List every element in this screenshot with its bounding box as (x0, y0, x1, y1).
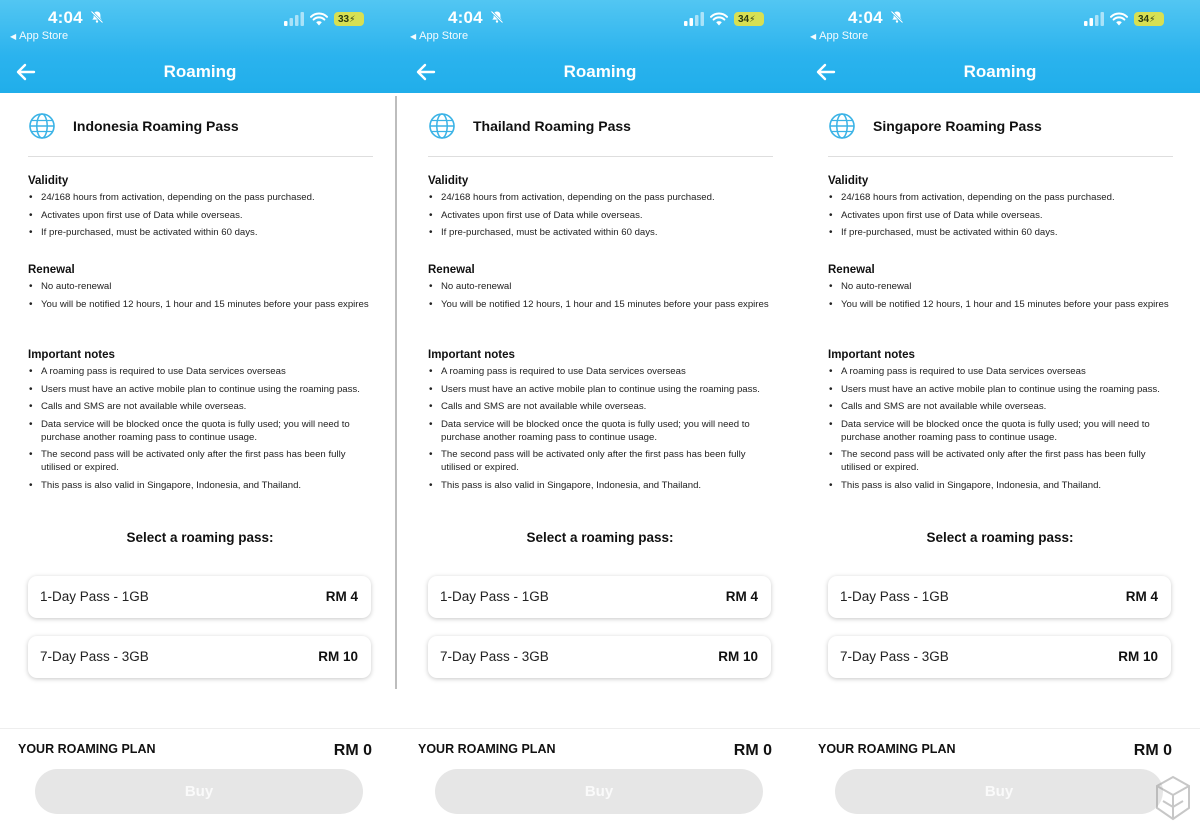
validity-heading: Validity (28, 175, 69, 187)
important-notes-heading: Important notes (28, 349, 115, 361)
list-item: • You will be notified 12 hours, 1 hour and 15 minutes before your pass expires (428, 298, 773, 311)
list-item: • This pass is also valid in Singapore, Indonesia, and Thailand. (828, 479, 1173, 492)
pass-option-label: 7-Day Pass - 3GB (840, 649, 949, 664)
wifi-icon (310, 12, 328, 26)
roaming-plan-label: YOUR ROAMING PLAN (818, 742, 956, 756)
list-item: • Calls and SMS are not available while overseas. (28, 400, 373, 413)
app-store-label: App Store (819, 30, 869, 42)
list-item: • A roaming pass is required to use Data services overseas (28, 365, 373, 378)
pass-option-label: 1-Day Pass - 1GB (40, 589, 149, 604)
list-item: • This pass is also valid in Singapore, Indonesia, and Thailand. (28, 479, 373, 492)
list-item: • Calls and SMS are not available while overseas. (428, 400, 773, 413)
list-item: • The second pass will be activated only after the first pass has been fully utilised or expired. (428, 448, 773, 474)
battery-charging-icon: 34⚡ (734, 12, 764, 26)
buy-button[interactable]: Buy (835, 769, 1163, 814)
plan-footer (400, 728, 800, 829)
list-item: • 24/168 hours from activation, depending on the pass purchased. (828, 191, 1173, 204)
list-item: • A roaming pass is required to use Data services overseas (428, 365, 773, 378)
list-item: • You will be notified 12 hours, 1 hour and 15 minutes before your pass expires (828, 298, 1173, 311)
pass-option-1-day[interactable] (828, 576, 1171, 618)
list-item: • A roaming pass is required to use Data services overseas (828, 365, 1173, 378)
roaming-screen-thailand (400, 0, 800, 829)
list-item: • This pass is also valid in Singapore, Indonesia, and Thailand. (428, 479, 773, 492)
wifi-icon (1110, 12, 1128, 26)
pass-option-7-day[interactable] (428, 636, 771, 678)
plan-footer (800, 728, 1200, 829)
renewal-section (428, 264, 773, 315)
renewal-section (28, 264, 373, 315)
list-item: • The second pass will be activated only after the first pass has been fully utilised or expired. (28, 448, 373, 474)
pass-option-label: 7-Day Pass - 3GB (40, 649, 149, 664)
bell-slash-icon (90, 10, 104, 24)
validity-section (28, 175, 373, 244)
pass-title: Thailand Roaming Pass (473, 118, 631, 134)
validity-section (828, 175, 1173, 244)
list-item: • Data service will be blocked once the quota is fully used; you will need to purchase another roaming pass to continue usage. (828, 418, 1173, 444)
battery-charging-icon: 33⚡ (334, 12, 364, 26)
pass-option-price: RM 10 (718, 649, 758, 664)
list-item: • Users must have an active mobile plan to continue using the roaming pass. (828, 383, 1173, 396)
roaming-screen-indonesia (0, 0, 400, 829)
list-item: • Data service will be blocked once the quota is fully used; you will need to purchase another roaming pass to continue usage. (28, 418, 373, 444)
validity-heading: Validity (828, 175, 869, 187)
renewal-section (828, 264, 1173, 315)
screen-divider (395, 96, 397, 689)
list-item: • If pre-purchased, must be activated within 60 days. (828, 226, 1173, 239)
list-item: • 24/168 hours from activation, depending on the pass purchased. (28, 191, 373, 204)
renewal-heading: Renewal (828, 264, 875, 276)
pass-header (28, 112, 373, 157)
app-header (400, 0, 800, 93)
list-item: • No auto-renewal (28, 280, 373, 293)
back-to-app-store[interactable] (810, 30, 868, 42)
list-item: • 24/168 hours from activation, depending on the pass purchased. (428, 191, 773, 204)
select-pass-heading: Select a roaming pass: (526, 530, 674, 545)
battery-level: 34 (1138, 14, 1150, 25)
back-caret-icon: ◀ (10, 32, 17, 41)
list-item: • Users must have an active mobile plan to continue using the roaming pass. (428, 383, 773, 396)
pass-option-7-day[interactable] (828, 636, 1171, 678)
list-item: • Activates upon first use of Data while overseas. (428, 209, 773, 222)
back-to-app-store[interactable] (10, 30, 68, 42)
roaming-plan-total: RM 0 (1133, 742, 1172, 759)
important-notes-section (28, 349, 373, 496)
bell-slash-icon (490, 10, 504, 24)
pass-header (428, 112, 773, 157)
list-item: • No auto-renewal (828, 280, 1173, 293)
pass-option-label: 1-Day Pass - 1GB (840, 589, 949, 604)
app-header (0, 0, 400, 93)
buy-button[interactable]: Buy (35, 769, 363, 814)
status-time: 4:04 (48, 8, 83, 27)
globe-icon (828, 112, 856, 140)
buy-button[interactable]: Buy (435, 769, 763, 814)
pass-option-1-day[interactable] (428, 576, 771, 618)
select-pass-heading: Select a roaming pass: (926, 530, 1074, 545)
app-store-label: App Store (419, 30, 469, 42)
pass-option-price: RM 4 (1125, 589, 1158, 604)
list-item: • If pre-purchased, must be activated within 60 days. (28, 226, 373, 239)
list-item: • You will be notified 12 hours, 1 hour and 15 minutes before your pass expires (28, 298, 373, 311)
plan-footer (0, 728, 400, 829)
back-to-app-store[interactable] (410, 30, 468, 42)
pass-header (828, 112, 1173, 157)
validity-heading: Validity (428, 175, 469, 187)
page-title: Roaming (163, 62, 237, 81)
roaming-plan-total: RM 0 (333, 742, 372, 759)
list-item: • Data service will be blocked once the quota is fully used; you will need to purchase another roaming pass to continue usage. (428, 418, 773, 444)
roaming-screen-singapore (800, 0, 1200, 829)
list-item: • Activates upon first use of Data while overseas. (828, 209, 1173, 222)
cellular-signal-icon (284, 12, 304, 26)
cellular-signal-icon (684, 12, 704, 26)
important-notes-heading: Important notes (428, 349, 515, 361)
pass-option-price: RM 4 (725, 589, 758, 604)
bell-slash-icon (890, 10, 904, 24)
status-time: 4:04 (448, 8, 483, 27)
status-time: 4:04 (848, 8, 883, 27)
important-notes-heading: Important notes (828, 349, 915, 361)
page-title: Roaming (963, 62, 1037, 81)
important-notes-section (428, 349, 773, 496)
roaming-plan-total: RM 0 (733, 742, 772, 759)
renewal-heading: Renewal (428, 264, 475, 276)
pass-option-price: RM 10 (1118, 649, 1158, 664)
validity-section (428, 175, 773, 244)
pass-option-7-day[interactable] (28, 636, 371, 678)
page-title: Roaming (563, 62, 637, 81)
pass-option-1-day[interactable] (28, 576, 371, 618)
battery-level: 34 (738, 14, 750, 25)
wifi-icon (710, 12, 728, 26)
renewal-heading: Renewal (28, 264, 75, 276)
list-item: • Activates upon first use of Data while overseas. (28, 209, 373, 222)
back-caret-icon: ◀ (810, 32, 817, 41)
cube-logo-icon (1155, 775, 1191, 821)
pass-option-label: 1-Day Pass - 1GB (440, 589, 549, 604)
important-notes-section (828, 349, 1173, 496)
cellular-signal-icon (1084, 12, 1104, 26)
roaming-plan-label: YOUR ROAMING PLAN (18, 742, 156, 756)
app-store-label: App Store (19, 30, 69, 42)
select-pass-heading: Select a roaming pass: (126, 530, 274, 545)
globe-icon (428, 112, 456, 140)
battery-level: 33 (338, 14, 350, 25)
back-caret-icon: ◀ (410, 32, 417, 41)
pass-option-label: 7-Day Pass - 3GB (440, 649, 549, 664)
pass-title: Indonesia Roaming Pass (73, 118, 239, 134)
list-item: • If pre-purchased, must be activated within 60 days. (428, 226, 773, 239)
roaming-plan-label: YOUR ROAMING PLAN (418, 742, 556, 756)
battery-charging-icon: 34⚡ (1134, 12, 1164, 26)
app-header (800, 0, 1200, 93)
pass-option-price: RM 4 (325, 589, 358, 604)
pass-option-price: RM 10 (318, 649, 358, 664)
globe-icon (28, 112, 56, 140)
list-item: • No auto-renewal (428, 280, 773, 293)
list-item: • Calls and SMS are not available while overseas. (828, 400, 1173, 413)
pass-title: Singapore Roaming Pass (873, 118, 1042, 134)
list-item: • Users must have an active mobile plan to continue using the roaming pass. (28, 383, 373, 396)
list-item: • The second pass will be activated only after the first pass has been fully utilised or expired. (828, 448, 1173, 474)
